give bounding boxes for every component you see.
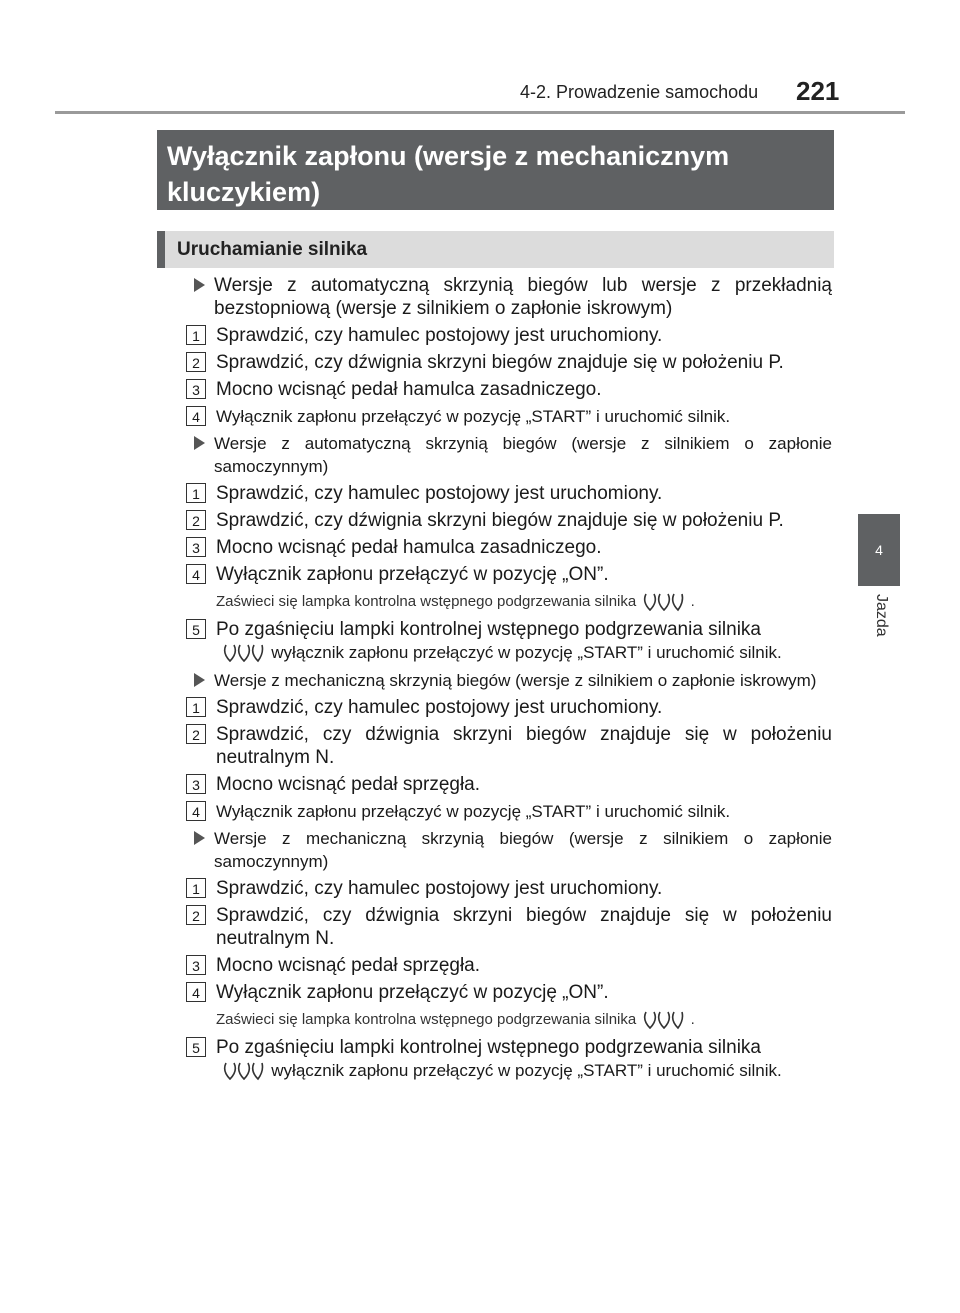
step-item [186, 954, 832, 977]
page-title: Wyłącznik zapłonu (wersje z mechanicznym kluczykiem) [157, 130, 834, 210]
step-text: Mocno wcisnąć pedał sprzęgła. [216, 955, 481, 977]
step-text: Sprawdzić, czy dźwignia skrzyni biegów znajduje się w położeniu P. [216, 510, 784, 531]
variant-heading-text: Wersje z automatyczną skrzynią biegów (wersje z silnikiem o zapłonie samoczynnym) [214, 434, 832, 476]
step-item [186, 877, 832, 900]
step-text: Wyłącznik zapłonu przełączyć w pozycję „ON”. [216, 564, 609, 585]
step-number: 3 [186, 955, 206, 975]
step-item [186, 324, 832, 347]
chapter-tab[interactable]: 4 [858, 514, 900, 586]
step-item [186, 482, 832, 505]
step-number: 2 [186, 510, 206, 530]
step-number: 4 [186, 564, 206, 584]
step-number: 2 [186, 724, 206, 744]
triangle-bullet-icon [194, 436, 205, 450]
step-text-cont: wyłącznik zapłonu przełączyć w pozycję „START” i uruchomić silnik. [271, 643, 782, 663]
step-number: 1 [186, 483, 206, 503]
glow-plug-indicator-icon [640, 1008, 686, 1032]
step-number: 1 [186, 697, 206, 717]
chapter-label-text: Jazda [873, 594, 890, 637]
variant-heading [186, 432, 832, 478]
step-text: Sprawdzić, czy dźwignia skrzyni biegów znajduje się w położeniu P. [216, 352, 784, 373]
procedure-content [186, 274, 832, 1087]
header-rule [55, 111, 905, 114]
step-text: Po zgaśnięciu lampki kontrolnej wstępnego podgrzewania silnika [216, 1037, 761, 1059]
step-number: 1 [186, 878, 206, 898]
step-number: 4 [186, 406, 206, 426]
step-text: Sprawdzić, czy hamulec postojowy jest uruchomiony. [216, 878, 663, 900]
variant-heading-text: Wersje z mechaniczną skrzynią biegów (wersje z silnikiem o zapłonie iskrowym) [214, 671, 817, 691]
variant-heading [186, 274, 832, 320]
step-number: 3 [186, 774, 206, 794]
page-header [0, 0, 960, 112]
step-text: Sprawdzić, czy dźwignia skrzyni biegów znajduje się w położeniu neutralnym N. [216, 724, 832, 769]
step-item [186, 378, 832, 401]
step-item [186, 509, 832, 532]
step-item [186, 904, 832, 950]
note-text: Zaświeci się lampka kontrolna wstępnego podgrzewania silnika [216, 593, 637, 610]
step-text: Mocno wcisnąć pedał hamulca zasadniczego. [216, 537, 602, 558]
step-item [186, 1036, 832, 1083]
step-text: Sprawdzić, czy hamulec postojowy jest uruchomiony. [216, 483, 663, 504]
step-text: Sprawdzić, czy hamulec postojowy jest uruchomiony. [216, 697, 663, 719]
step-text: Mocno wcisnąć pedał sprzęgła. [216, 774, 481, 796]
step-item [186, 800, 832, 823]
section-title: 4-2. Prowadzenie samochodu [520, 82, 759, 102]
variant-heading [186, 827, 832, 873]
step-item [186, 723, 832, 769]
triangle-bullet-icon [194, 673, 205, 687]
step-number: 5 [186, 1037, 206, 1057]
step-number: 3 [186, 379, 206, 399]
step-number: 2 [186, 905, 206, 925]
step-text: Po zgaśnięciu lampki kontrolnej wstępnego podgrzewania silnika [216, 619, 761, 641]
step-item [186, 405, 832, 428]
step-number: 2 [186, 352, 206, 372]
glow-plug-indicator-icon [220, 1059, 266, 1083]
step-text: Sprawdzić, czy dźwignia skrzyni biegów znajduje się w położeniu neutralnym N. [216, 905, 832, 950]
step-text: Wyłącznik zapłonu przełączyć w pozycję „ON”. [216, 982, 609, 1004]
step-number: 4 [186, 801, 206, 821]
step-number: 3 [186, 537, 206, 557]
triangle-bullet-icon [194, 278, 205, 292]
glow-plug-indicator-icon [220, 641, 266, 665]
step-item [186, 696, 832, 719]
variant-heading-text: Wersje z automatyczną skrzynią biegów lub wersje z przekładnią bezstopniową (wersje z silnikiem o zapłonie iskrowym) [214, 275, 832, 319]
step-item [186, 563, 832, 586]
step-number: 1 [186, 325, 206, 345]
step-item [186, 536, 832, 559]
step-text: Sprawdzić, czy hamulec postojowy jest uruchomiony. [216, 325, 663, 346]
subsection-title: Uruchamianie silnika [157, 231, 834, 268]
step-item [186, 351, 832, 374]
variant-heading [186, 669, 832, 692]
note-text: Zaświeci się lampka kontrolna wstępnego podgrzewania silnika [216, 1011, 637, 1029]
step-text: Wyłącznik zapłonu przełączyć w pozycję „START” i uruchomić silnik. [216, 802, 731, 822]
step-item [186, 773, 832, 796]
step-note: Zaświeci się lampka kontrolna wstępnego podgrzewania silnika . [186, 590, 832, 614]
chapter-label [860, 592, 900, 652]
glow-plug-indicator-icon [640, 590, 686, 614]
page-number: 221 [796, 76, 840, 106]
step-item [186, 981, 832, 1004]
step-text-cont: wyłącznik zapłonu przełączyć w pozycję „START” i uruchomić silnik. [271, 1061, 782, 1081]
step-text: Mocno wcisnąć pedał hamulca zasadniczego. [216, 379, 602, 400]
variant-heading-text: Wersje z mechaniczną skrzynią biegów (wersje z silnikiem o zapłonie samoczynnym) [214, 829, 832, 872]
triangle-bullet-icon [194, 831, 205, 845]
step-number: 4 [186, 982, 206, 1002]
step-text: Wyłącznik zapłonu przełączyć w pozycję „START” i uruchomić silnik. [216, 407, 731, 426]
step-item [186, 618, 832, 665]
step-note: Zaświeci się lampka kontrolna wstępnego podgrzewania silnika . [186, 1008, 832, 1032]
step-number: 5 [186, 619, 206, 639]
